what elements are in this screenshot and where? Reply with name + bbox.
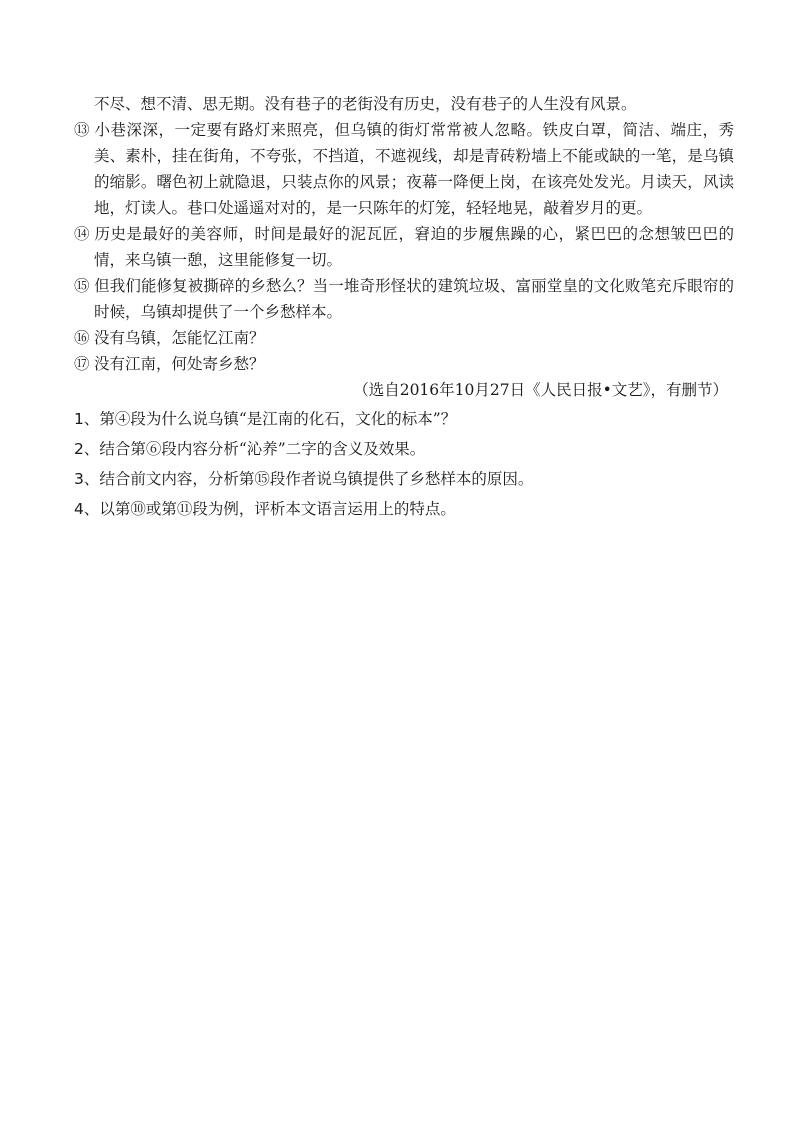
paragraph-16 bbox=[74, 325, 734, 351]
question-number: 2、 bbox=[74, 440, 100, 458]
question-list bbox=[74, 406, 734, 522]
paragraph-13 bbox=[74, 117, 734, 221]
paragraph-number: ⑮ bbox=[74, 277, 90, 295]
paragraph-continuation bbox=[74, 91, 734, 117]
question-3 bbox=[74, 466, 734, 492]
paragraph-17 bbox=[74, 351, 734, 377]
question-number: 1、 bbox=[74, 410, 100, 428]
question-text: 结合第⑥段内容分析“沁养”二字的含义及效果。 bbox=[99, 440, 426, 458]
question-number: 3、 bbox=[74, 470, 100, 488]
paragraph-14 bbox=[74, 221, 734, 273]
paragraph-number: ⑯ bbox=[74, 329, 90, 347]
paragraph-text: 不尽、想不清、思无期。没有巷子的老街没有历史，没有巷子的人生没有风景。 bbox=[94, 95, 637, 113]
paragraph-text: 小巷深深，一定要有路灯来照亮，但乌镇的街灯常常被人忽略。铁皮白罩，简洁、端庄，秀美、素朴，挂在街角，不夸张，不挡道，不遮视线，却是青砖粉墙上不能或缺的一笔，是乌镇的缩影。曙色初上就隐退，只装点你的风景；夜幕一降便上岗，在该亮处发光。月读天，风读地，灯读人。巷口处遥遥对对的，是一只陈年的灯笼，轻轻地晃，敲着岁月的更。 bbox=[94, 121, 734, 217]
paragraph-number: ⑰ bbox=[74, 355, 90, 373]
paragraph-number: ⑭ bbox=[74, 225, 90, 243]
paragraph-number: ⑬ bbox=[74, 121, 90, 139]
question-4 bbox=[74, 496, 734, 522]
paragraph-15 bbox=[74, 273, 734, 325]
question-text: 以第⑩或第⑪段为例，评析本文语言运用上的特点。 bbox=[99, 500, 456, 518]
question-text: 结合前文内容，分析第⑮段作者说乌镇提供了乡愁样本的原因。 bbox=[99, 470, 534, 488]
question-2 bbox=[74, 436, 734, 462]
paragraph-text: 没有江南，何处寄乡愁？ bbox=[94, 355, 265, 373]
source-citation: （选自2016年10月27日《人民日报•文艺》，有删节） bbox=[353, 381, 728, 399]
question-1 bbox=[74, 406, 734, 432]
paragraph-text: 但我们能修复被撕碎的乡愁么？当一堆奇形怪状的建筑垃圾、富丽堂皇的文化败笔充斥眼帘的时候，乌镇却提供了一个乡愁样本。 bbox=[94, 277, 734, 321]
article-body bbox=[74, 91, 734, 526]
paragraph-text: 历史是最好的美容师，时间是最好的泥瓦匠，窘迫的步履焦躁的心，紧巴巴的念想皱巴巴的情，来乌镇一憩，这里能修复一切。 bbox=[94, 225, 734, 269]
question-number: 4、 bbox=[74, 500, 100, 518]
question-text: 第④段为什么说乌镇“是江南的化石，文化的标本”？ bbox=[99, 410, 457, 428]
paragraph-text: 没有乌镇，怎能忆江南？ bbox=[94, 329, 265, 347]
